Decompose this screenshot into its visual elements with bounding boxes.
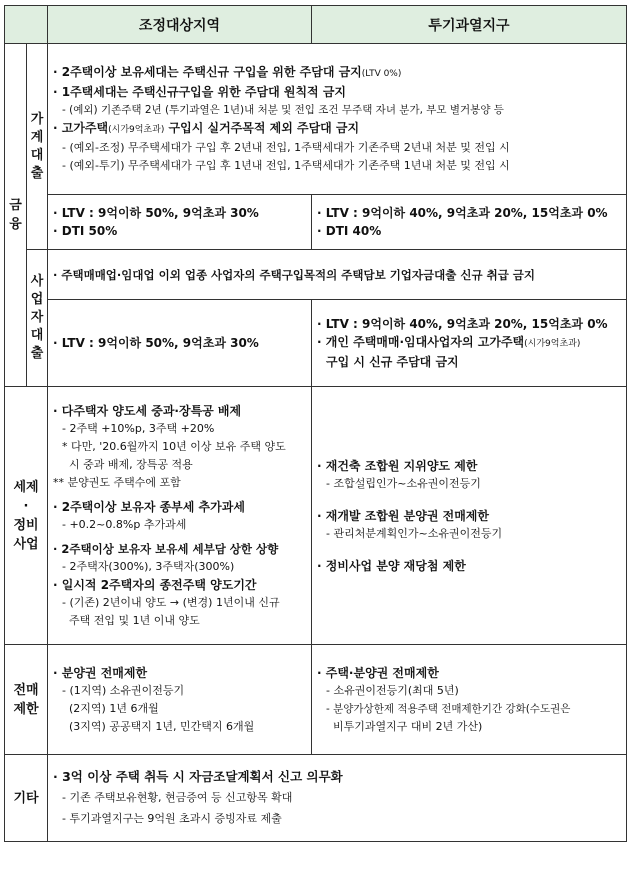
tax-rule-3-detail: - 2주택자(300%), 3주택자(300%) (62, 559, 235, 573)
tax-rule-4: · 일시적 2주택자의 종전주택 양도기간 (53, 577, 257, 592)
tax-rule-4-detail: - (기존) 2년이내 양도 → (변경) 1년이내 신규 (62, 595, 280, 609)
other-row (5, 755, 627, 842)
tax-rule-3: · 2주택이상 보유자 보유세 세부담 상한 상향 (53, 541, 279, 556)
resale-zone-3: (3지역) 공공택지 1년, 민간택지 6개월 (69, 719, 255, 733)
resale-row (5, 645, 627, 755)
redevelopment-rule: · 재개발 조합원 분양권 전매제한 (317, 508, 489, 523)
section-resale-label: 전매 제한 (5, 645, 48, 755)
household-rule-1: · 2주택이상 보유세대는 주택신규 구입을 위한 주담대 금지(LTV 0%) (53, 65, 402, 79)
resale-zone-1: - (1지역) 소유권이전등기 (62, 683, 185, 697)
business-highvalue-line: · 개인 주택매매·임대사업자의 고가주택(시가9억초과) (317, 335, 581, 349)
regulation-table (4, 5, 627, 842)
household-ltv-row (5, 195, 627, 250)
tax-rule-2-detail: - +0.2~0.8%p 추가과세 (62, 517, 187, 531)
resale-house-detail-1: - 소유권이전등기(최대 5년) (326, 683, 459, 697)
business-ltv-overheated (312, 300, 627, 387)
business-rule-1: · 주택매매업·임대업 이외 업종 사업자의 주택구입목적의 주택담보 기업자금대출 신규 취급 금지 (53, 267, 536, 282)
household-loan-label: 가 계 대 출 (27, 44, 48, 250)
resale-house-detail-3: 비투기과열지구 대비 2년 가산) (333, 719, 483, 733)
resale-adjusted (48, 645, 312, 755)
other-rule-detail-1: - 기존 주택보유현황, 현금증여 등 신고항목 확대 (62, 791, 293, 804)
tax-adjusted (48, 387, 312, 645)
household-ltv-overheated (312, 195, 627, 250)
ltv-overheated-line: · LTV : 9억이하 40%, 9억초과 20%, 15억초과 0% (317, 206, 608, 220)
header-row (5, 6, 627, 44)
tax-rule-1-note-2: 시 중과 배제, 장특공 적용 (69, 457, 193, 471)
household-rule-2: · 1주택세대는 주택신규구입을 위한 주담대 원칙적 금지 (53, 85, 347, 99)
business-ltv-overheated-line: · LTV : 9억이하 40%, 9억초과 20%, 15억초과 0% (317, 317, 608, 331)
tax-rule-1: · 다주택자 양도세 중과·장특공 배제 (53, 403, 242, 418)
business-loan-row (5, 250, 627, 300)
resale-overheated (312, 645, 627, 755)
header-adjusted-area: 조정대상지역 (48, 6, 312, 44)
tax-rule-1-detail: - 2주택 +10%p, 3주택 +20% (62, 421, 215, 435)
tax-rule-1-note-3: ** 분양권도 주택수에 포함 (53, 475, 181, 489)
header-overheated-zone: 투기과열지구 (312, 6, 627, 44)
section-tax-label: 세제 · 정비 사업 (5, 387, 48, 645)
dti-adjusted-line: · DTI 50% (53, 224, 118, 238)
household-exception-1: - (예외) 기존주택 2년 (투기과열은 1년)내 처분 및 전입 조건 무주택 자녀 분가, 부모 별거봉양 등 (62, 104, 504, 116)
tax-rule-2: · 2주택이상 보유자 종부세 추가과세 (53, 499, 245, 514)
household-exception-adjusted: - (예외-조정) 무주택세대가 구입 후 2년내 전입, 1주택세대가 기존주택 2년내 처분 및 전입 시 (62, 141, 510, 154)
resale-house-detail-2: - 분양가상한제 적용주택 전매제한기간 강화(수도권은 (326, 702, 571, 715)
business-ltv-row (5, 300, 627, 387)
dti-overheated-line: · DTI 40% (317, 224, 382, 238)
household-loan-rules (48, 44, 627, 195)
other-rule-detail-2: - 투기과열지구는 9억원 초과시 증빙자료 제출 (62, 812, 282, 825)
household-rule-3: · 고가주택(시가9억초과) 구입시 실거주목적 제외 주담대 금지 (53, 121, 360, 135)
ltv-adjusted-line: · LTV : 9억이하 50%, 9억초과 30% (53, 206, 259, 220)
header-corner (5, 6, 48, 44)
business-loan-label: 사 업 자 대 출 (27, 250, 48, 387)
business-highvalue-line-2: 구입 시 신규 주담대 금지 (326, 355, 459, 369)
household-ltv-adjusted (48, 195, 312, 250)
reconstruction-rule: · 재건축 조합원 지위양도 제한 (317, 458, 478, 473)
other-rule-1: · 3억 이상 주택 취득 시 자금조달계획서 신고 의무화 (53, 769, 343, 784)
business-loan-rule (48, 250, 627, 300)
redevelopment-detail: - 관리처분계획인가~소유권이전등기 (326, 526, 503, 540)
resale-zone-2: (2지역) 1년 6개월 (69, 701, 159, 715)
tax-overheated (312, 387, 627, 645)
household-exception-overheated: - (예외-투기) 무주택세대가 구입 후 1년내 전입, 1주택세대가 기존주택 1년내 처분 및 전입 시 (62, 159, 510, 172)
resale-house-rule: · 주택·분양권 전매제한 (317, 665, 439, 680)
resale-rule: · 분양권 전매제한 (53, 665, 148, 680)
reconstruction-detail: - 조합설립인가~소유권이전등기 (326, 476, 481, 490)
tax-rule-1-note: * 다만, '20.6월까지 10년 이상 보유 주택 양도 (62, 439, 286, 453)
section-other-label: 기타 (5, 755, 48, 842)
tax-rule-4-detail-2: 주택 전입 및 1년 이내 양도 (69, 613, 200, 627)
business-ltv-adjusted-line: · LTV : 9억이하 50%, 9억초과 30% (53, 336, 259, 350)
rewinning-rule: · 정비사업 분양 재당첨 제한 (317, 558, 466, 573)
tax-row (5, 387, 627, 645)
section-finance-label: 금 융 (5, 44, 27, 387)
household-loan-row (5, 44, 627, 195)
business-ltv-adjusted (48, 300, 312, 387)
other-rules (48, 755, 627, 842)
